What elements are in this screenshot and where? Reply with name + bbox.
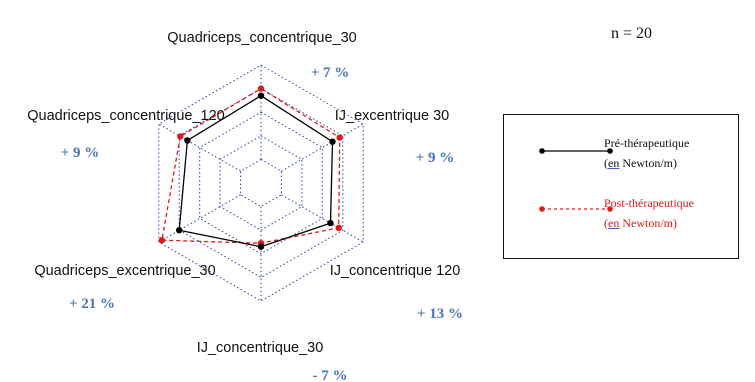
change-label-1: + 7 % [310,65,350,81]
series-point-pre-1 [258,93,264,99]
sample-size-label: n = 20 [611,25,653,42]
grid-ring-1 [241,159,282,206]
axis-label-4: IJ_concentrique_30 [196,340,324,356]
change-label-6: + 9 % [60,145,100,161]
series-point-pre-6 [184,137,190,143]
series-point-pre-2 [329,139,335,145]
change-label-5: + 21 % [68,296,116,312]
change-label-3: + 13 % [416,306,464,322]
change-label-2: + 9 % [415,150,455,166]
change-label-4: - 7 % [312,368,348,382]
series-point-post-3 [336,225,342,231]
legend-swatch-pre [538,145,614,157]
legend [503,114,739,259]
legend-entry-pre [604,135,689,171]
legend-entry-post [604,195,694,231]
axis-label-2: IJ_excentrique 30 [334,108,450,124]
axis-label-6: Quadriceps_concentrique_120 [27,108,225,124]
legend-name-post: Post-thérapeutique [604,196,694,210]
series-point-post-1 [258,85,264,91]
legend-unit-pre: (en Newton/m) [604,156,677,170]
axis-label-1: Quadriceps_concentrique_30 [167,30,357,46]
legend-unit-post: (en Newton/m) [604,216,677,230]
series-point-post-5 [159,237,165,243]
series-point-pre-4 [258,244,264,250]
series-point-post-2 [337,134,343,140]
axis-label-5: Quadriceps_excentrique_30 [34,263,216,279]
legend-name-pre: Pré-thérapeutique [604,136,690,150]
axis-label-3: IJ_concentrique 120 [329,263,461,279]
legend-swatch-post [538,203,614,215]
series-point-pre-5 [176,227,182,233]
grid-spoke-2 [281,124,363,171]
series-point-pre-3 [327,220,333,226]
series-point-post-6 [177,133,183,139]
